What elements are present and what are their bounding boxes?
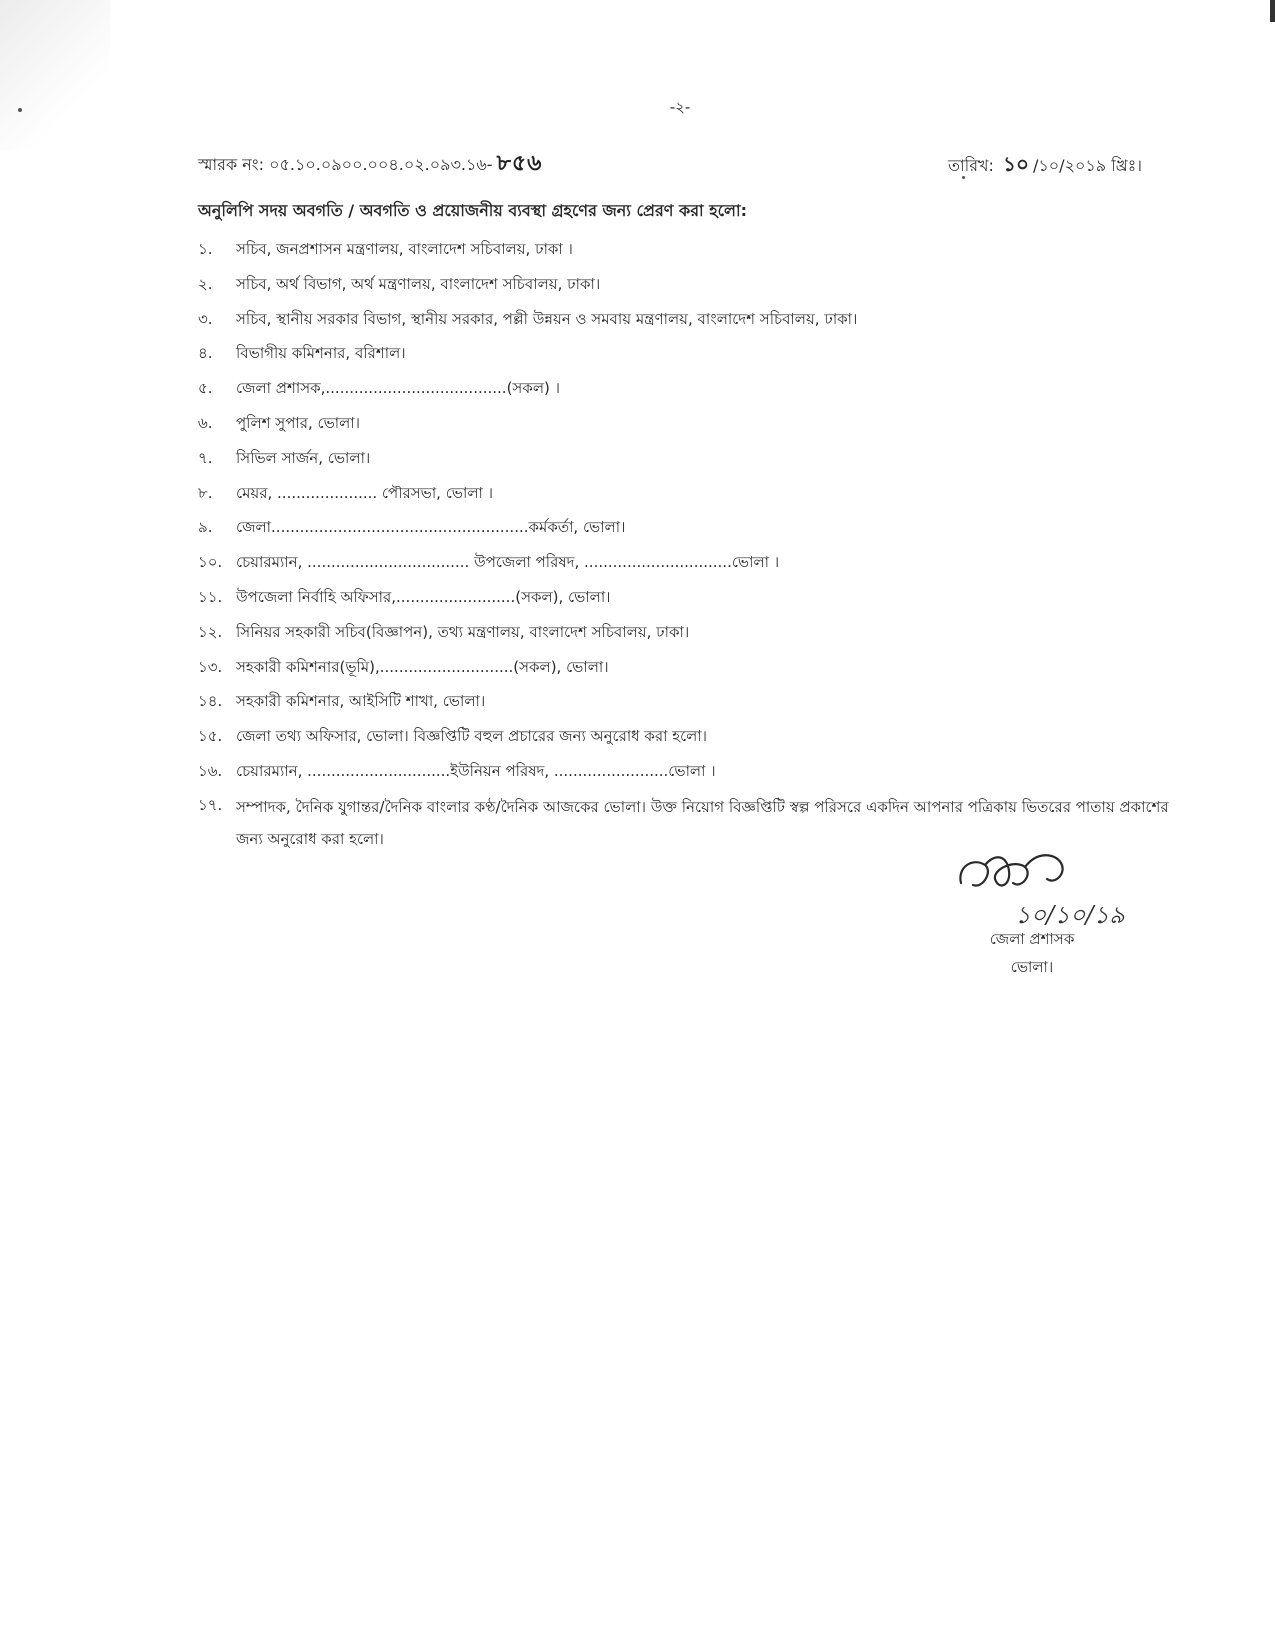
memo-handwritten-number: ৮৫৬ <box>496 150 543 176</box>
scan-edge-mark <box>1270 0 1275 22</box>
list-item: ১৩. সহকারী কমিশনার(ভূমি),............................(সকল), ভোলা। <box>198 657 609 676</box>
document-date <box>948 150 1142 183</box>
list-item: ১৬. চেয়ারম্যান, ..............................ইউনিয়ন পরিষদ, ........................ভোলা । <box>198 761 716 780</box>
list-item: ২. সচিব, অর্থ বিভাগ, অর্থ মন্ত্রণালয়, বাংলাদেশ সচিবালয়, ঢাকা। <box>198 274 601 293</box>
list-item: ১৭. সম্পাদক, দৈনিক যুগান্তর/দৈনিক বাংলার কণ্ঠ/দৈনিক আজকের ভোলা। উক্ত নিয়োগ বিজ্ঞপ্তিটি স্বল্প পরিসরে একদিন আপনার পত্রিকায় ভিতরের পাতায় প্রকাশের জন্য অনুরোধ করা হলো। <box>198 795 1169 848</box>
list-item: ১২. সিনিয়র সহকারী সচিব(বিজ্ঞাপন), তথ্য মন্ত্রণালয়, বাংলাদেশ সচিবালয়, ঢাকা। <box>198 622 690 641</box>
date-handwritten-day: ১০ <box>1003 152 1029 176</box>
list-item: ১০. চেয়ারম্যান, .................................. উপজেলা পরিষদ, ...............................ভোলা । <box>198 553 780 572</box>
list-item: ১৫. জেলা তথ্য অফিসার, ভোলা। বিজ্ঞপ্তিটি বহুল প্রচারের জন্য অনুরোধ করা হলো। <box>198 727 708 746</box>
memo-label: স্মারক নং: ০৫.১০.০৯০০.০০৪.০২.০৯৩.১৬- <box>198 155 493 174</box>
signatory-block <box>972 925 1092 981</box>
page-fold-shadow <box>0 0 110 150</box>
list-item: ৯. জেলা......................................................কর্মকর্তা, ভোলা। <box>198 518 626 537</box>
list-item: ১১. উপজেলা নির্বাহি অফিসার,.........................(সকল), ভোলা। <box>198 587 611 606</box>
list-item: ৩. সচিব, স্থানীয় সরকার বিভাগ, স্থানীয় সরকার, পল্লী উন্নয়ন ও সমবায় মন্ত্রণালয়, বাংলাদেশ সচিবালয়, ঢাকা। <box>198 309 858 328</box>
signature-handwritten-date: ১০/১০/১৯ <box>1015 901 1125 929</box>
list-item: ৮. মেয়র, ..................... পৌরসভা, ভোলা । <box>198 483 493 502</box>
list-item: ১৪. সহকারী কমিশনার, আইসিটি শাখা, ভোলা। <box>198 692 486 711</box>
memo-number <box>198 146 542 183</box>
list-item: ৬. পুলিশ সুপার, ভোলা। <box>198 413 361 432</box>
list-item: ৫. জেলা প্রশাসক,......................................(সকল) । <box>198 379 560 398</box>
list-item: ৪. বিভাগীয় কমিশনার, বরিশাল। <box>198 344 406 363</box>
signatory-designation: জেলা প্রশাসক <box>989 930 1075 948</box>
page-number: -২- <box>669 98 691 116</box>
handwritten-signature <box>955 845 1095 905</box>
signatory-place: ভোলা। <box>1010 958 1054 976</box>
list-item: ৭. সিভিল সার্জন, ভোলা। <box>198 448 371 467</box>
distribution-heading: অনুলিপি সদয় অবগতি / অবগতি ও প্রয়োজনীয় ব্যবস্থা গ্রহণের জন্য প্রেরণ করা হলো: <box>198 201 747 220</box>
list-item: ১. সচিব, জনপ্রশাসন মন্ত্রণালয়, বাংলাদেশ সচিবালয়, ঢাকা । <box>198 240 573 258</box>
date-rest: /১০/২০১৯ খ্রিঃ। <box>1033 156 1142 175</box>
recipient-list <box>198 232 1178 855</box>
date-label: তারিখ: <box>948 156 994 175</box>
